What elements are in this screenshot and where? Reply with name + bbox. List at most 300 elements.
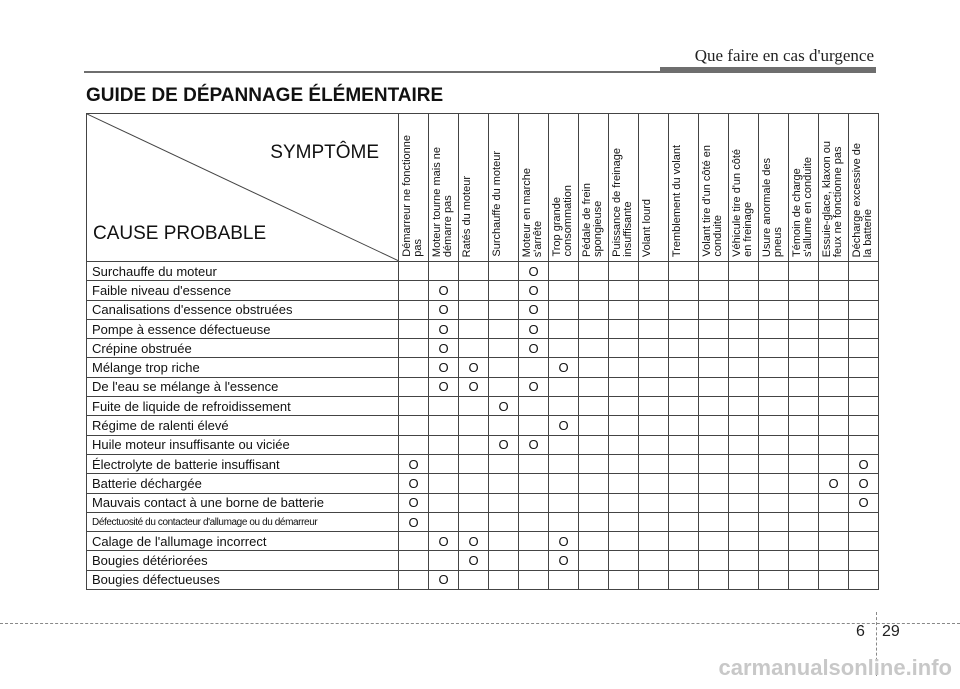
empty-cell [849,512,879,531]
empty-cell [729,339,759,358]
empty-cell [489,339,519,358]
empty-cell [639,512,669,531]
empty-cell [819,532,849,551]
table-row [87,416,879,435]
empty-cell [669,319,699,338]
empty-cell [789,281,819,300]
empty-cell [729,435,759,454]
symptom-mark: O [489,397,519,416]
cause-label: Surchauffe du moteur [87,262,399,281]
empty-cell [669,512,699,531]
symptom-column-header [669,114,699,262]
empty-cell [639,551,669,570]
table-row [87,281,879,300]
empty-cell [759,570,789,589]
empty-cell [849,319,879,338]
empty-cell [579,281,609,300]
empty-cell [729,397,759,416]
empty-cell [819,319,849,338]
chapter-number: 6 [856,623,865,640]
empty-cell [789,319,819,338]
empty-cell [669,435,699,454]
symptom-column-header [459,114,489,262]
empty-cell [429,262,459,281]
empty-cell [549,474,579,493]
empty-cell [639,474,669,493]
empty-cell [399,339,429,358]
empty-cell [759,377,789,396]
empty-cell [579,493,609,512]
table-row [87,551,879,570]
symptom-mark: O [429,319,459,338]
empty-cell [549,262,579,281]
empty-cell [699,570,729,589]
empty-cell [729,532,759,551]
empty-cell [789,358,819,377]
table-row [87,570,879,589]
empty-cell [609,551,639,570]
empty-cell [399,551,429,570]
empty-cell [549,493,579,512]
empty-cell [399,281,429,300]
table-row [87,493,879,512]
table-row [87,532,879,551]
empty-cell [699,474,729,493]
cause-label: Régime de ralenti élevé [87,416,399,435]
cause-label: Batterie déchargée [87,474,399,493]
table-body [87,262,879,590]
empty-cell [489,551,519,570]
symptom-mark: O [459,377,489,396]
empty-cell [819,377,849,396]
empty-cell [429,454,459,473]
symptom-label: Usure anormale des pneus [761,157,784,257]
symptom-mark: O [399,493,429,512]
empty-cell [819,300,849,319]
empty-cell [429,512,459,531]
symptom-label: Ratés du moteur [461,175,473,257]
empty-cell [639,358,669,377]
empty-cell [699,319,729,338]
symptom-label: Véhicule tire d'un côté en freinage [731,149,754,257]
empty-cell [729,377,759,396]
empty-cell [609,281,639,300]
empty-cell [489,281,519,300]
empty-cell [639,339,669,358]
empty-cell [609,474,639,493]
empty-cell [819,551,849,570]
empty-cell [789,454,819,473]
empty-cell [759,551,789,570]
table-row [87,262,879,281]
cause-label: Défectuosité du contacteur d'allumage ou du démarreur [87,512,399,531]
table-row [87,339,879,358]
empty-cell [609,262,639,281]
symptom-mark: O [549,416,579,435]
empty-cell [579,377,609,396]
empty-cell [729,416,759,435]
empty-cell [399,300,429,319]
empty-cell [579,570,609,589]
empty-cell [849,570,879,589]
symptom-column-header [849,114,879,262]
cause-label: Mélange trop riche [87,358,399,377]
symptom-column-header [429,114,459,262]
symptom-mark: O [399,454,429,473]
empty-cell [789,570,819,589]
symptom-mark: O [459,551,489,570]
empty-cell [399,358,429,377]
empty-cell [819,454,849,473]
cause-label: Faible niveau d'essence [87,281,399,300]
empty-cell [549,339,579,358]
empty-cell [849,281,879,300]
empty-cell [519,551,549,570]
table-row [87,319,879,338]
empty-cell [609,570,639,589]
symptom-heading: SYMPTÔME [270,142,379,163]
symptom-column-header [789,114,819,262]
symptom-mark: O [459,532,489,551]
empty-cell [849,416,879,435]
empty-cell [639,532,669,551]
empty-cell [699,551,729,570]
empty-cell [639,454,669,473]
table-corner-cell [87,114,399,262]
symptom-column-header [519,114,549,262]
section-title: GUIDE DE DÉPANNAGE ÉLÉMENTAIRE [86,85,444,106]
empty-cell [519,358,549,377]
symptom-label: Surchauffe du moteur [491,151,503,257]
empty-cell [849,358,879,377]
empty-cell [519,532,549,551]
cause-label: Fuite de liquide de refroidissement [87,397,399,416]
empty-cell [519,474,549,493]
symptom-column-header [759,114,789,262]
cause-label: Canalisations d'essence obstruées [87,300,399,319]
empty-cell [519,397,549,416]
empty-cell [669,454,699,473]
empty-cell [489,416,519,435]
empty-cell [759,281,789,300]
empty-cell [729,358,759,377]
symptom-mark: O [519,281,549,300]
empty-cell [789,397,819,416]
symptom-column-header [489,114,519,262]
empty-cell [399,319,429,338]
empty-cell [519,512,549,531]
empty-cell [459,397,489,416]
symptom-mark: O [429,570,459,589]
empty-cell [609,532,639,551]
empty-cell [579,300,609,319]
empty-cell [609,319,639,338]
empty-cell [489,262,519,281]
symptom-label: Moteur tourne mais ne démarre pas [431,146,454,257]
empty-cell [579,454,609,473]
symptom-label: Volant lourd [641,198,653,257]
empty-cell [459,435,489,454]
empty-cell [459,416,489,435]
empty-cell [699,339,729,358]
symptom-mark: O [519,300,549,319]
cause-label: Mauvais contact à une borne de batterie [87,493,399,512]
empty-cell [669,416,699,435]
symptom-mark: O [429,358,459,377]
empty-cell [759,262,789,281]
empty-cell [789,300,819,319]
empty-cell [549,319,579,338]
empty-cell [819,397,849,416]
empty-cell [549,435,579,454]
empty-cell [549,377,579,396]
empty-cell [609,358,639,377]
empty-cell [549,300,579,319]
symptom-column-header [549,114,579,262]
empty-cell [459,454,489,473]
table-row [87,358,879,377]
table-row [87,512,879,531]
empty-cell [669,281,699,300]
empty-cell [759,493,789,512]
empty-cell [819,416,849,435]
empty-cell [639,570,669,589]
empty-cell [609,416,639,435]
empty-cell [609,454,639,473]
symptom-mark: O [429,281,459,300]
empty-cell [759,339,789,358]
symptom-mark: O [459,358,489,377]
table-row [87,454,879,473]
table-row [87,435,879,454]
cause-label: Bougies détériorées [87,551,399,570]
table-row [87,397,879,416]
empty-cell [639,377,669,396]
empty-cell [699,358,729,377]
empty-cell [669,262,699,281]
symptom-column-header [729,114,759,262]
symptom-column-header [699,114,729,262]
empty-cell [609,300,639,319]
symptom-mark: O [399,474,429,493]
empty-cell [819,281,849,300]
empty-cell [789,493,819,512]
empty-cell [549,512,579,531]
empty-cell [489,319,519,338]
empty-cell [429,493,459,512]
troubleshooting-table [86,113,879,590]
empty-cell [819,339,849,358]
empty-cell [459,300,489,319]
symptom-label: Volant tire d'un côté en conduite [701,145,724,257]
empty-cell [729,281,759,300]
empty-cell [699,262,729,281]
empty-cell [699,454,729,473]
empty-cell [759,358,789,377]
empty-cell [459,339,489,358]
symptom-label: Témoin de charge s'allume en conduite [791,157,814,257]
empty-cell [459,319,489,338]
empty-cell [609,377,639,396]
empty-cell [639,262,669,281]
footer-rule [0,623,960,624]
cause-label: De l'eau se mélange à l'essence [87,377,399,396]
empty-cell [849,339,879,358]
page-number: 29 [882,623,900,640]
empty-cell [789,377,819,396]
empty-cell [429,416,459,435]
empty-cell [639,300,669,319]
empty-cell [729,454,759,473]
empty-cell [849,377,879,396]
empty-cell [819,435,849,454]
symptom-mark: O [549,358,579,377]
empty-cell [459,281,489,300]
empty-cell [579,319,609,338]
table-row [87,377,879,396]
watermark-text: carmanualsonline.info [718,655,952,680]
empty-cell [699,512,729,531]
cause-label: Huile moteur insuffisante ou viciée [87,435,399,454]
empty-cell [549,454,579,473]
empty-cell [549,397,579,416]
empty-cell [639,397,669,416]
symptom-label: Puissance de freinage insuffisante [611,148,634,257]
empty-cell [579,512,609,531]
empty-cell [729,262,759,281]
empty-cell [729,512,759,531]
symptom-column-header [399,114,429,262]
empty-cell [699,281,729,300]
empty-cell [819,570,849,589]
empty-cell [549,570,579,589]
empty-cell [399,532,429,551]
empty-cell [579,397,609,416]
symptom-column-header [819,114,849,262]
empty-cell [489,300,519,319]
empty-cell [399,435,429,454]
symptom-mark: O [549,551,579,570]
symptom-mark: O [489,435,519,454]
empty-cell [459,262,489,281]
cause-label: Pompe à essence défectueuse [87,319,399,338]
symptom-column-header [609,114,639,262]
empty-cell [789,262,819,281]
empty-cell [399,397,429,416]
empty-cell [789,339,819,358]
empty-cell [699,532,729,551]
empty-cell [669,358,699,377]
symptom-mark: O [849,474,879,493]
empty-cell [429,474,459,493]
troubleshooting-table-container [86,113,878,588]
empty-cell [759,397,789,416]
symptom-mark: O [519,262,549,281]
symptom-mark: O [519,319,549,338]
empty-cell [519,570,549,589]
symptom-mark: O [549,532,579,551]
empty-cell [459,512,489,531]
empty-cell [429,435,459,454]
empty-cell [759,532,789,551]
empty-cell [819,512,849,531]
symptom-label: Pédale de frein spongieuse [581,183,604,257]
empty-cell [609,397,639,416]
empty-cell [759,454,789,473]
table-row [87,300,879,319]
symptom-label: Tremblement du volant [671,144,683,257]
empty-cell [789,416,819,435]
empty-cell [459,493,489,512]
empty-cell [729,474,759,493]
empty-cell [729,319,759,338]
empty-cell [609,493,639,512]
empty-cell [579,262,609,281]
empty-cell [759,512,789,531]
symptom-column-header [579,114,609,262]
header-rule-accent [660,67,876,73]
empty-cell [579,532,609,551]
empty-cell [669,377,699,396]
empty-cell [579,435,609,454]
empty-cell [669,397,699,416]
empty-cell [609,435,639,454]
empty-cell [489,358,519,377]
empty-cell [849,435,879,454]
empty-cell [729,493,759,512]
empty-cell [789,512,819,531]
empty-cell [669,570,699,589]
empty-cell [669,339,699,358]
empty-cell [579,474,609,493]
empty-cell [849,551,879,570]
empty-cell [459,474,489,493]
empty-cell [519,416,549,435]
empty-cell [789,532,819,551]
empty-cell [489,570,519,589]
empty-cell [849,262,879,281]
cause-label: Électrolyte de batterie insuffisant [87,454,399,473]
symptom-mark: O [429,339,459,358]
symptom-label: Moteur en marche s'arrête [521,167,544,257]
empty-cell [699,435,729,454]
empty-cell [819,262,849,281]
empty-cell [699,493,729,512]
empty-cell [729,570,759,589]
empty-cell [639,493,669,512]
empty-cell [789,435,819,454]
cause-label: Calage de l'allumage incorrect [87,532,399,551]
chapter-header-title: Que faire en cas d'urgence [694,46,874,65]
symptom-mark: O [429,532,459,551]
empty-cell [579,358,609,377]
empty-cell [759,300,789,319]
empty-cell [759,416,789,435]
empty-cell [789,474,819,493]
symptom-label: Décharge excessive de la batterie [851,142,874,257]
symptom-label: Trop grande consommation [551,185,574,257]
symptom-mark: O [399,512,429,531]
empty-cell [429,397,459,416]
symptom-column-header [639,114,669,262]
empty-cell [489,493,519,512]
empty-cell [639,319,669,338]
empty-cell [759,435,789,454]
empty-cell [489,454,519,473]
empty-cell [849,397,879,416]
empty-cell [399,570,429,589]
symptom-label: Démarreur ne fonctionne pas [401,135,424,257]
